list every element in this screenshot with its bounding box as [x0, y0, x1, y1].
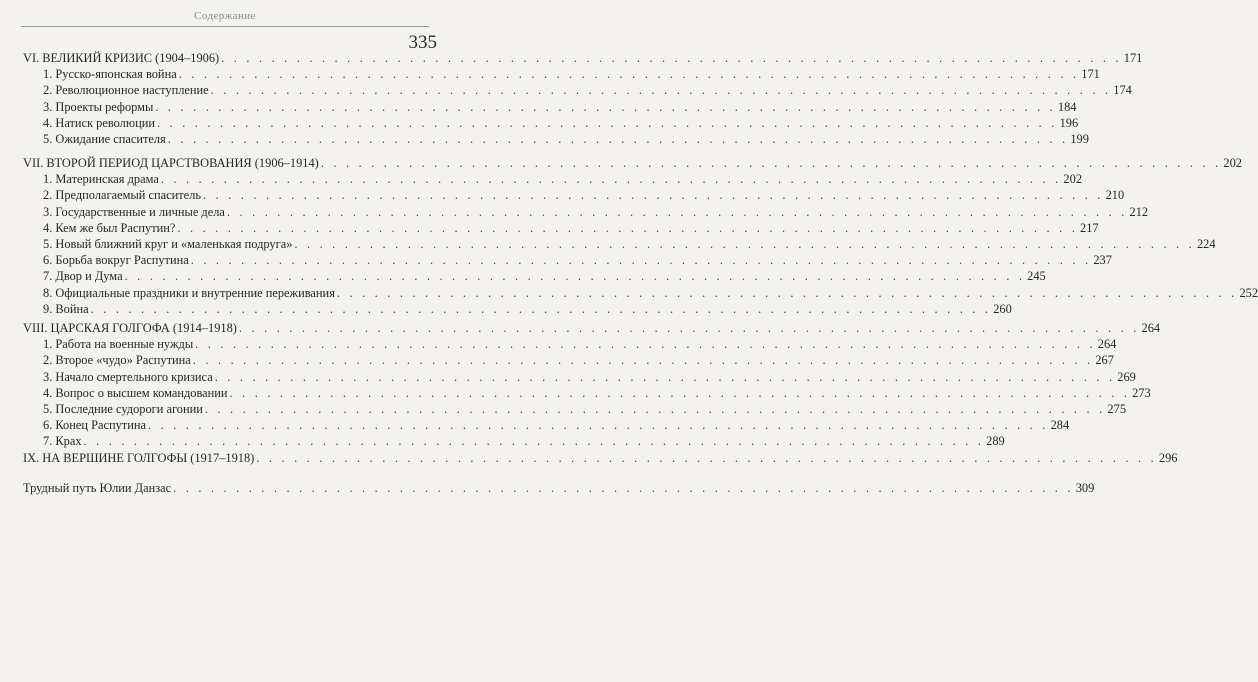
toc-entry-page: 174 [1113, 83, 1132, 98]
toc-leader-dots: . . . . . . . . . . . . . . . . . . . . . . . . . . . . . . . . . . . . . . . . . . . . . . . . . . . . . . . . . . . . . . . . . . . . . . . . [155, 99, 1056, 114]
toc-entry-title: 6. Борьба вокруг Распутина [43, 253, 189, 268]
toc-leader-dots: . . . . . . . . . . . . . . . . . . . . . . . . . . . . . . . . . . . . . . . . . . . . . . . . . . . . . . . . . . . . . . . . . . . . . . . . [148, 418, 1049, 433]
toc-leader-dots: . . . . . . . . . . . . . . . . . . . . . . . . . . . . . . . . . . . . . . . . . . . . . . . . . . . . . . . . . . . . . . . . . . . . . . . . [83, 434, 985, 449]
toc-leader-dots: . . . . . . . . . . . . . . . . . . . . . . . . . . . . . . . . . . . . . . . . . . . . . . . . . . . . . . . . . . . . . . . . . . . . . . . . [210, 83, 1112, 98]
toc-leader-dots: . . . . . . . . . . . . . . . . . . . . . . . . . . . . . . . . . . . . . . . . . . . . . . . . . . . . . . . . . . . . . . . . . . . . . . . . [204, 402, 1106, 416]
toc-leader-dots: . . . . . . . . . . . . . . . . . . . . . . . . . . . . . . . . . . . . . . . . . . . . . . . . . . . . . . . . . . . . . . . . . . . . . . . . [160, 172, 1062, 187]
toc-entry-page: 202 [1063, 172, 1083, 187]
toc-entry-title: VIII. ЦАРСКАЯ ГОЛГОФА (1914–1918) [23, 321, 237, 335]
toc-entry-title: Трудный путь Юлии Данзас [23, 481, 172, 495]
toc-entry-title: 1. Русско-японская война [43, 67, 177, 82]
toc-chapter [23, 450, 1178, 466]
toc-entry-page: 269 [1117, 369, 1136, 384]
toc-leader-dots: . . . . . . . . . . . . . . . . . . . . . . . . . . . . . . . . . . . . . . . . . . . . . . . . . . . . . . . . . . . . . . . . . . . . . . . . [320, 156, 1222, 170]
toc-entry-page: 267 [1095, 353, 1114, 368]
running-header: Содержание [194, 10, 256, 22]
toc-entry-page: 202 [1223, 156, 1242, 170]
toc-entry-title: 7. Двор и Дума [43, 269, 123, 284]
toc-chapter [23, 320, 1161, 336]
toc-leader-dots: . . . . . . . . . . . . . . . . . . . . . . . . . . . . . . . . . . . . . . . . . . . . . . . . . . . . . . . . . . . . . . . . . . . . . . . . [221, 51, 1122, 65]
toc-section [43, 236, 1216, 252]
toc-section [43, 66, 1100, 82]
toc-entry-page: 309 [1075, 481, 1095, 495]
toc-entry-title: 3. Проекты реформы [43, 99, 154, 114]
toc-section [43, 268, 1046, 284]
toc-chapter [23, 480, 1095, 496]
toc-entry-title: 1. Материнская драма [43, 172, 159, 187]
toc-leader-dots: . . . . . . . . . . . . . . . . . . . . . . . . . . . . . . . . . . . . . . . . . . . . . . . . . . . . . . . . . . . . . . . . . . . . . . . . [177, 220, 1078, 235]
toc-section [43, 301, 1012, 317]
toc-entry-title: 3. Государственные и личные дела [43, 204, 225, 219]
toc-leader-dots: . . . . . . . . . . . . . . . . . . . . . . . . . . . . . . . . . . . . . . . . . . . . . . . . . . . . . . . . . . . . . . . . . . . . . . . . [256, 451, 1157, 465]
toc-section [43, 352, 1114, 368]
toc-section [43, 115, 1079, 131]
toc-entry-title: 5. Новый ближний круг и «маленькая подруга» [43, 237, 293, 251]
toc-section [43, 187, 1125, 203]
toc-entry-title: 3. Начало смертельного кризиса [43, 369, 213, 384]
toc-section [43, 433, 1005, 449]
toc-entry-title: 7. Крах [43, 434, 82, 449]
toc-entry-title: 4. Кем же был Распутин? [43, 220, 176, 235]
toc-section [43, 252, 1112, 268]
toc-entry-page: 296 [1158, 451, 1178, 465]
toc-leader-dots: . . . . . . . . . . . . . . . . . . . . . . . . . . . . . . . . . . . . . . . . . . . . . . . . . . . . . . . . . . . . . . . . . . . . . . . . [178, 67, 1080, 82]
toc-entry-title: 4. Вопрос о высшем командовании [43, 385, 228, 400]
toc-section [43, 82, 1132, 98]
toc-leader-dots: . . . . . . . . . . . . . . . . . . . . . . . . . . . . . . . . . . . . . . . . . . . . . . . . . . . . . . . . . . . . . . . . . . . . . . . . [238, 321, 1140, 335]
toc-section [43, 417, 1070, 433]
toc-section [43, 220, 1099, 236]
toc-leader-dots: . . . . . . . . . . . . . . . . . . . . . . . . . . . . . . . . . . . . . . . . . . . . . . . . . . . . . . . . . . . . . . . . . . . . . . . . [195, 337, 1096, 352]
toc-entry-title: VII. ВТОРОЙ ПЕРИОД ЦАРСТВОВАНИЯ (1906–1914) [23, 156, 319, 170]
toc-leader-dots: . . . . . . . . . . . . . . . . . . . . . . . . . . . . . . . . . . . . . . . . . . . . . . . . . . . . . . . . . . . . . . . . . . . . . . . . [90, 301, 992, 316]
toc-leader-dots: . . . . . . . . . . . . . . . . . . . . . . . . . . . . . . . . . . . . . . . . . . . . . . . . . . . . . . . . . . . . . . . . . . . . . . . . [294, 237, 1195, 251]
toc-entry-page: 284 [1050, 418, 1070, 433]
toc-leader-dots: . . . . . . . . . . . . . . . . . . . . . . . . . . . . . . . . . . . . . . . . . . . . . . . . . . . . . . . . . . . . . . . . . . . . . . . . [336, 285, 1238, 300]
toc-leader-dots: . . . . . . . . . . . . . . . . . . . . . . . . . . . . . . . . . . . . . . . . . . . . . . . . . . . . . . . . . . . . . . . . . . . . . . . . [173, 481, 1074, 495]
toc-entry-title: 2. Предполагаемый спаситель [43, 188, 202, 203]
toc-entry-title: 5. Ожидание спасителя [43, 132, 166, 146]
toc-leader-dots: . . . . . . . . . . . . . . . . . . . . . . . . . . . . . . . . . . . . . . . . . . . . . . . . . . . . . . . . . . . . . . . . . . . . . . . . [229, 385, 1131, 400]
toc-entry-title: VI. ВЕЛИКИЙ КРИЗИС (1904–1906) [23, 51, 220, 65]
toc-entry-title: 6. Конец Распутина [43, 418, 146, 433]
toc-entry-page: 217 [1080, 220, 1099, 235]
toc-section [43, 99, 1077, 115]
toc-leader-dots: . . . . . . . . . . . . . . . . . . . . . . . . . . . . . . . . . . . . . . . . . . . . . . . . . . . . . . . . . . . . . . . . . . . . . . . . [192, 353, 1094, 368]
toc-entry-title: 4. Натиск революции [43, 115, 156, 130]
toc-section [43, 336, 1117, 352]
toc-entry-page: 210 [1105, 188, 1125, 203]
toc-entry-page: 264 [1141, 321, 1161, 335]
toc-section [43, 131, 1089, 147]
toc-entry-title: 2. Второе «чудо» Распутина [43, 353, 191, 368]
toc-section [43, 285, 1258, 301]
toc-leader-dots: . . . . . . . . . . . . . . . . . . . . . . . . . . . . . . . . . . . . . . . . . . . . . . . . . . . . . . . . . . . . . . . . . . . . . . . . [124, 269, 1026, 284]
toc-entry-title: 8. Официальные праздники и внутренние переживания [43, 285, 335, 300]
toc-entry-title: 2. Революционное наступление [43, 83, 209, 98]
toc-entry-page: 171 [1081, 67, 1100, 82]
toc-entry-page: 252 [1239, 285, 1258, 300]
header-rule [21, 26, 429, 27]
toc-entry-page: 260 [993, 301, 1012, 316]
toc-chapter [23, 155, 1242, 171]
toc-entry-title: 5. Последние судороги агонии [43, 402, 203, 416]
page-number: 335 [408, 32, 437, 53]
toc-entry-page: 289 [986, 434, 1005, 449]
toc-entry-page: 212 [1129, 204, 1149, 219]
toc-entry-page: 184 [1057, 99, 1077, 114]
toc-entry-title: 9. Война [43, 301, 89, 316]
toc-entry-page: 264 [1097, 337, 1117, 352]
toc-leader-dots: . . . . . . . . . . . . . . . . . . . . . . . . . . . . . . . . . . . . . . . . . . . . . . . . . . . . . . . . . . . . . . . . . . . . . . . . [190, 253, 1092, 268]
toc-leader-dots: . . . . . . . . . . . . . . . . . . . . . . . . . . . . . . . . . . . . . . . . . . . . . . . . . . . . . . . . . . . . . . . . . . . . . . . . [203, 188, 1104, 203]
toc-entry-page: 171 [1123, 51, 1143, 65]
toc-section [43, 385, 1151, 401]
toc-leader-dots: . . . . . . . . . . . . . . . . . . . . . . . . . . . . . . . . . . . . . . . . . . . . . . . . . . . . . . . . . . . . . . . . . . . . . . . . [226, 204, 1128, 219]
toc-section [43, 401, 1127, 417]
toc-chapter [23, 50, 1143, 66]
toc-entry-page: 199 [1070, 132, 1089, 146]
toc-leader-dots: . . . . . . . . . . . . . . . . . . . . . . . . . . . . . . . . . . . . . . . . . . . . . . . . . . . . . . . . . . . . . . . . . . . . . . . . [214, 369, 1116, 384]
toc-entry-title: 1. Работа на военные нужды [43, 337, 194, 352]
toc-entry-page: 275 [1107, 402, 1127, 416]
toc-entry-page: 224 [1196, 237, 1216, 251]
toc-section [43, 171, 1083, 187]
toc-section [43, 369, 1136, 385]
toc-entry-title: IX. НА ВЕРШИНЕ ГОЛГОФЫ (1917–1918) [23, 451, 255, 465]
toc-leader-dots: . . . . . . . . . . . . . . . . . . . . . . . . . . . . . . . . . . . . . . . . . . . . . . . . . . . . . . . . . . . . . . . . . . . . . . . . [157, 115, 1058, 130]
toc-entry-page: 273 [1132, 385, 1151, 400]
toc-leader-dots: . . . . . . . . . . . . . . . . . . . . . . . . . . . . . . . . . . . . . . . . . . . . . . . . . . . . . . . . . . . . . . . . . . . . . . . . [167, 132, 1069, 146]
toc-section [43, 204, 1149, 220]
toc-entry-page: 196 [1059, 115, 1079, 130]
toc-entry-page: 245 [1027, 269, 1046, 284]
toc-entry-page: 237 [1093, 253, 1112, 268]
